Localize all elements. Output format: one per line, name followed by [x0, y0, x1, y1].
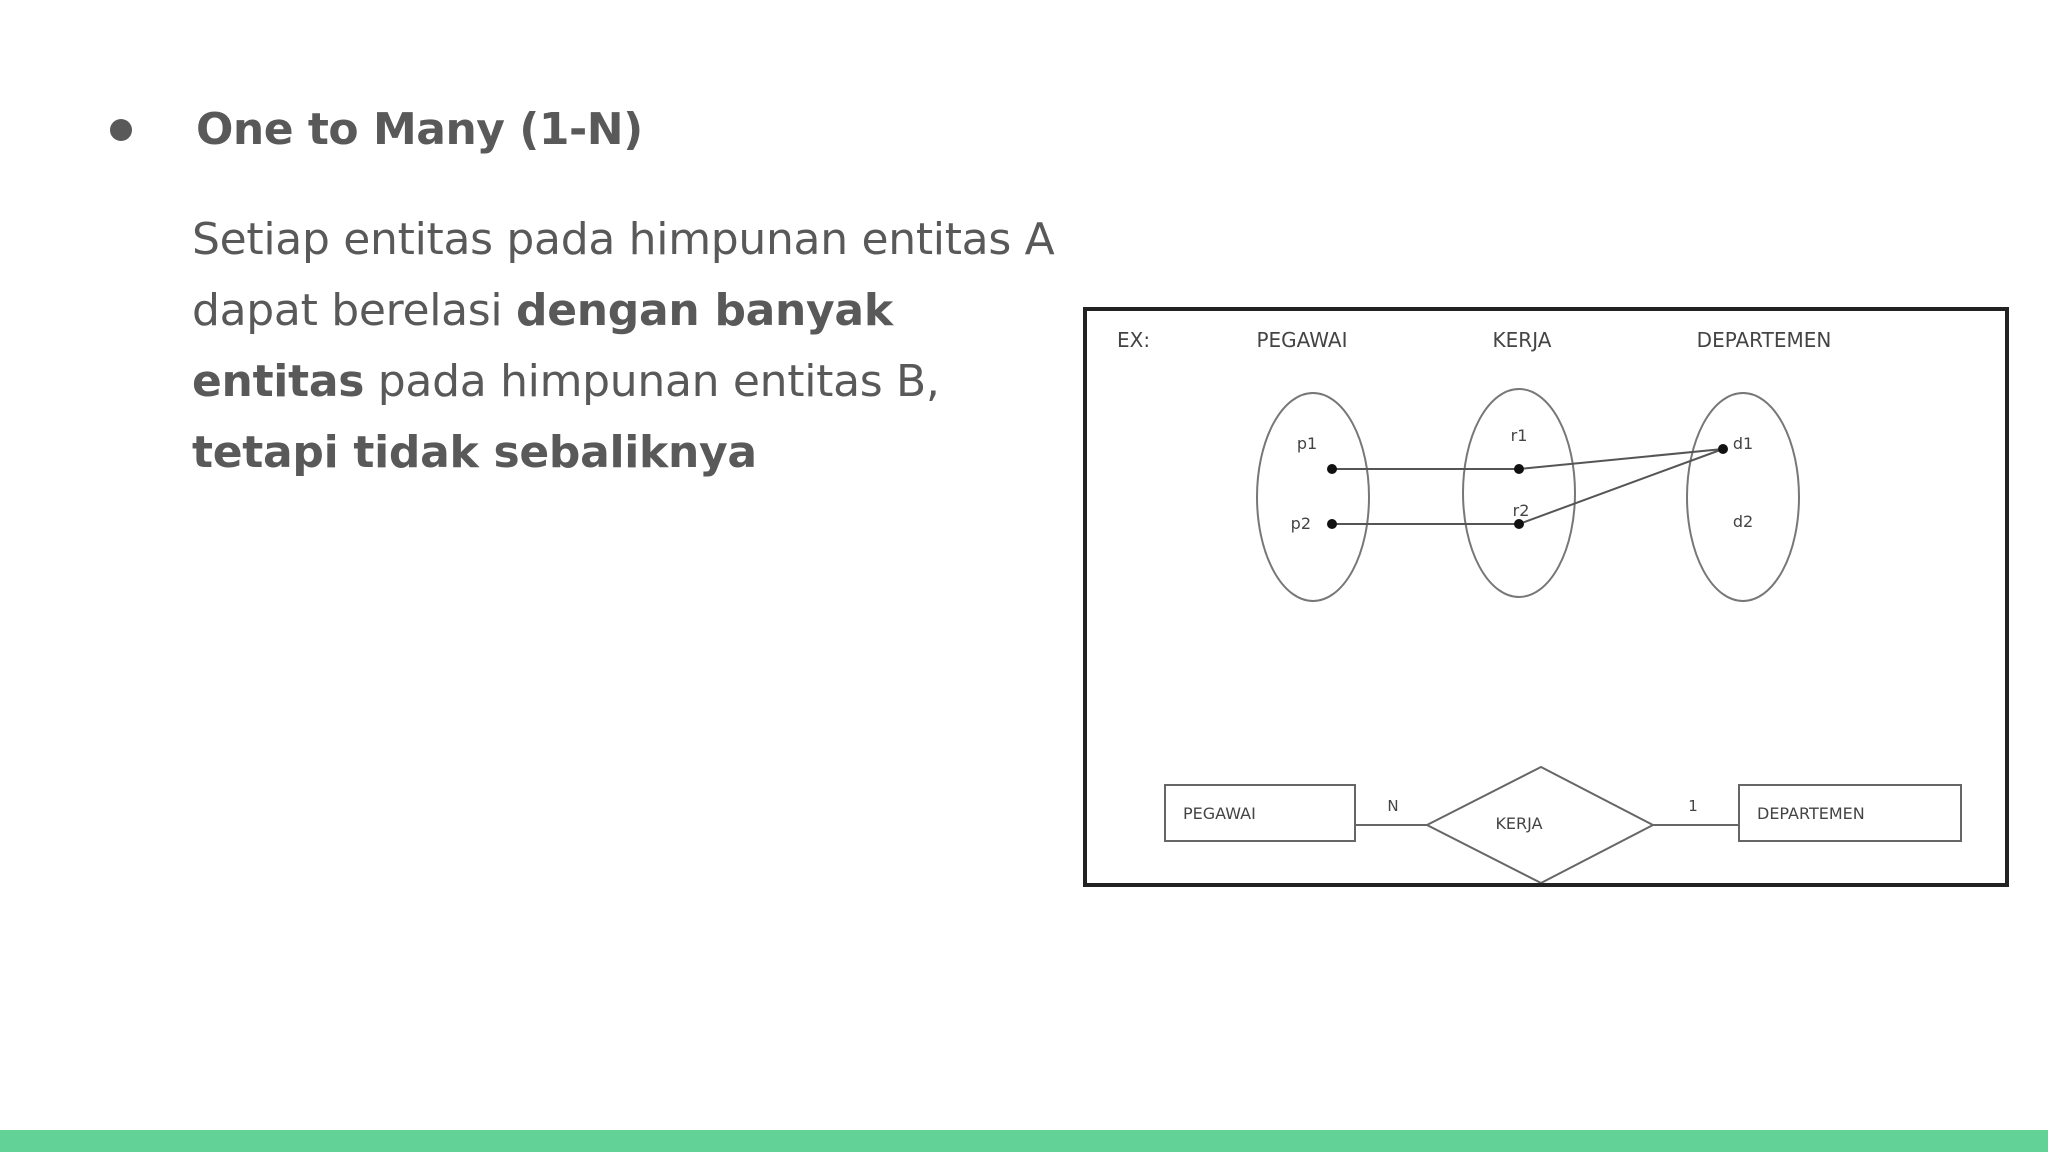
er-card-right: 1 [1688, 797, 1698, 815]
point-p2 [1327, 519, 1337, 529]
point-r2 [1514, 519, 1524, 529]
slide-paragraph [192, 204, 1072, 488]
ex-label: EX: [1117, 328, 1151, 352]
item-r2: r2 [1512, 501, 1530, 520]
kerja-set-ellipse [1463, 389, 1575, 597]
link-r2-d1 [1519, 449, 1723, 524]
point-p1 [1327, 464, 1337, 474]
item-d1: d1 [1732, 434, 1754, 453]
item-p1: p1 [1296, 434, 1318, 453]
er-entity-pegawai-label: PEGAWAI [1183, 804, 1256, 823]
item-p2: p2 [1290, 514, 1311, 533]
item-r1: r1 [1510, 426, 1528, 445]
bullet-dot [110, 119, 132, 141]
set-label-kerja: KERJA [1492, 328, 1552, 352]
set-label-pegawai: PEGAWAI [1256, 328, 1348, 352]
er-relationship-kerja-label: KERJA [1495, 814, 1543, 833]
pegawai-set-ellipse [1257, 393, 1369, 601]
er-diagram-image [1083, 307, 2009, 887]
er-entity-departemen-label: DEPARTEMEN [1757, 804, 1865, 823]
bullet-row [110, 104, 643, 155]
footer-accent-bar [0, 1130, 2048, 1152]
item-d2: d2 [1732, 512, 1754, 531]
er-diagram-svg [1087, 311, 2005, 883]
set-label-departemen: DEPARTEMEN [1696, 328, 1832, 352]
er-card-left: N [1387, 797, 1399, 815]
point-d1 [1718, 444, 1728, 454]
departemen-set-ellipse [1687, 393, 1799, 601]
paragraph-part2: pada himpunan entitas B, [364, 356, 940, 407]
paragraph-bold2: tetapi tidak sebaliknya [192, 427, 757, 478]
link-r1-d1 [1519, 449, 1723, 469]
paragraph-bold1: dengan banyak entitas [192, 285, 893, 407]
paragraph-part1: Setiap entitas pada himpunan entitas A dapat berelasi [192, 214, 1055, 336]
point-r1 [1514, 464, 1524, 474]
slide-heading: One to Many (1-N) [196, 104, 643, 155]
